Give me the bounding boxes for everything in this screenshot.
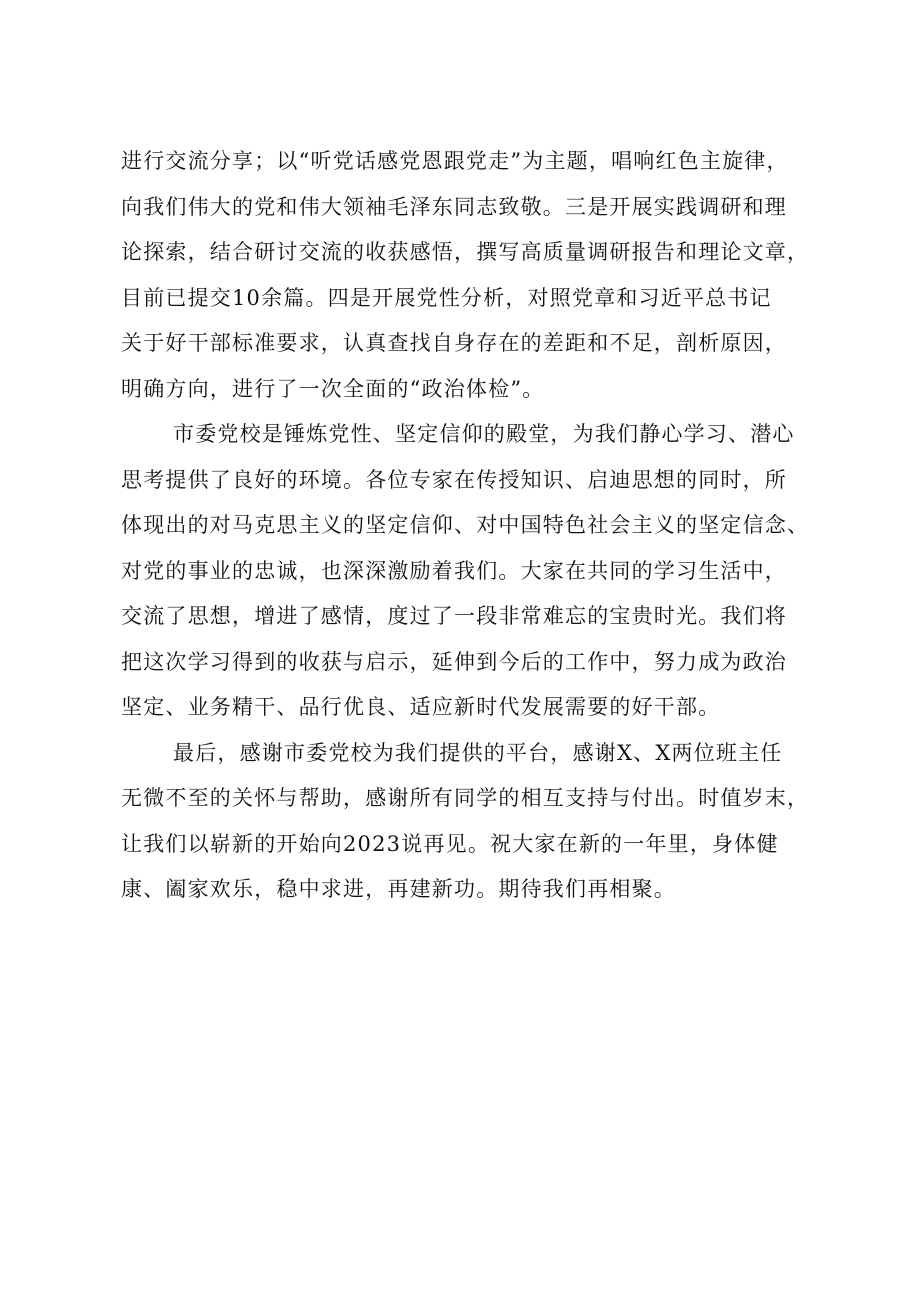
document-body <box>121 139 831 913</box>
text-line: 最后，感谢市委党校为我们提供的平台，感谢X、X两位班主任 <box>173 740 783 765</box>
text-line: 体现出的对马克思主义的坚定信仰、对中国特色社会主义的坚定信念、 <box>121 513 810 537</box>
text-line: 无微不至的关怀与帮助，感谢所有同学的相互支持与付出。时值岁末， <box>121 786 810 810</box>
text-line: 市委党校是锤炼党性、坚定信仰的殿堂，为我们静心学习、潜心 <box>173 422 795 446</box>
text-line: 向我们伟大的党和伟大领袖毛泽东同志致敬。三是开展实践调研和理 <box>121 194 787 219</box>
text-line: 让我们以崭新的开始向2023说再见。祝大家在新的一年里，身体健 <box>121 831 779 856</box>
text-line: 交流了思想，增进了感情，度过了一段非常难忘的宝贵时光。我们将 <box>121 604 787 628</box>
text-line: 对党的事业的忠诚，也深深激励着我们。大家在共同的学习生活中， <box>121 558 787 583</box>
text-line: 关于好干部标准要求，认真查找自身存在的差距和不足，剖析原因， <box>121 331 787 355</box>
text-line: 论探索，结合研讨交流的收获感悟，撰写高质量调研报告和理论文章， <box>121 240 810 264</box>
paragraph-2 <box>121 412 831 731</box>
text-line: 思考提供了良好的环境。各位专家在传授知识、启迪思想的同时，所 <box>121 467 787 492</box>
text-line: 把这次学习得到的收获与启示，延伸到今后的工作中，努力成为政治 <box>121 649 787 674</box>
text-line: 坚定、业务精干、品行优良、适应新时代发展需要的好干部。 <box>121 695 721 719</box>
text-line: 明确方向，进行了一次全面的“政治体检”。 <box>121 376 545 401</box>
paragraph-3 <box>121 731 831 913</box>
text-line: 目前已提交10余篇。四是开展党性分析，对照党章和习近平总书记 <box>121 285 772 310</box>
text-line: 进行交流分享；以“听党话感党恩跟党走”为主题，唱响红色主旋律， <box>121 149 789 173</box>
paragraph-1 <box>121 139 831 412</box>
text-line: 康、阖家欢乐，稳中求进，再建新功。期待我们再相聚。 <box>121 877 676 901</box>
